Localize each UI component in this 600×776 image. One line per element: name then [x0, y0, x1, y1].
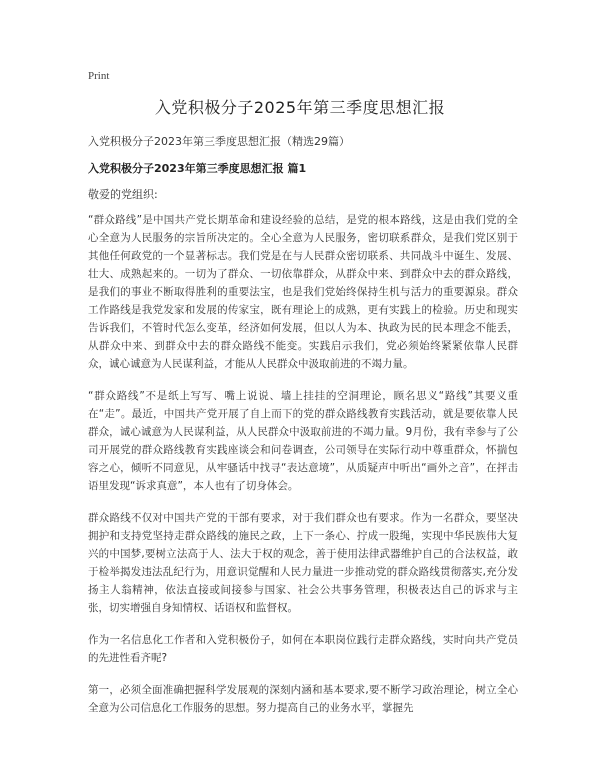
paragraph: “群众路线”是中国共产党长期革命和建设经验的总结，是党的根本路线，这是由我们党的全心全意为人民服务的宗旨所决定的。全心全意为人民服务，密切联系群众，是我们党区别于其他任何政党的一个显著标志。我们党是在与人民群众密切联系、共同战斗中诞生、发展、壮大、成熟起来的。一切为了群众、一切依靠群众，从群众中来、到群众中去的群众路线，是我们的事业不断取得胜利的重要法宝，也是我们党始终保持生机与活力的重要源泉。群众工作路线是我党发家和发展的传家宝，既有理论上的成熟，更有实践上的检验。历史和现实告诉我们，不管时代怎么变革，经济如何发展，但以人为本、执政为民的民本理念不能丢，从群众中来、到群众中去的群众路线不能变。实践启示我们，党必须始终紧紧依靠人民群众，诚心诚意为人民谋利益，才能从人民群众中汲取前进的不竭力量。: [88, 214, 518, 370]
paragraph: 作为一名信息化工作者和入党积极份子，如何在本职岗位践行走群众路线，实时向共产党员的先进性看齐呢?: [88, 634, 518, 664]
page-title: 入党积极分子2025年第三季度思想汇报: [154, 98, 446, 117]
print-label[interactable]: Print: [88, 70, 110, 82]
section-heading: 入党积极分子2023年第三季度思想汇报 篇1: [88, 162, 307, 175]
paragraph: “群众路线”不是纸上写写、嘴上说说、墙上挂挂的空洞理论，顾名思义“路线”其要义重在“走”。最近，中国共产党开展了自上而下的党的群众路线教育实践活动，就是要依靠人民群众，诚心诚意为人民谋利益，从人民群众中汲取前进的不竭力量。9月份，我有幸参与了公司开展党的群众路线教育实践座谈会和问卷调查，公司领导在实际行动中尊重群众，怀揣包容之心，倾听不同意见，从牢骚话中找寻“表达意境”，从质疑声中听出“画外之音”，在抨击语里发现“诉求真意”，本人也有了切身体会。: [88, 390, 518, 492]
paragraph: 群众路线不仅对中国共产党的干部有要求，对于我们群众也有要求。作为一名群众，要坚决拥护和支持党坚持走群众路线的施民之政，上下一条心、拧成一股绳，实现中华民族伟大复兴的中国梦,要树立法高于人、法大于权的观念，善于使用法律武器维护自己的合法权益，敢于检举揭发违法乱纪行为，用意识觉醒和人民力量进一步推动党的群众路线贯彻落实,充分发扬主人翁精神，依法直接或间接参与国家、社会公共事务管理，积极表达自己的诉求与主张，切实增强自身知情权、话语权和监督权。: [88, 512, 518, 614]
paragraph: 第一，必须全面准确把握科学发展观的深刻内涵和基本要求,要不断学习政治理论，树立全心全意为公司信息化工作服务的思想。努力提高自己的业务水平，掌握先: [88, 684, 518, 714]
document-subtitle: 入党积极分子2023年第三季度思想汇报（精选29篇）: [88, 135, 350, 148]
document-body: [88, 211, 518, 731]
greeting: 敬爱的党组织:: [88, 188, 158, 201]
